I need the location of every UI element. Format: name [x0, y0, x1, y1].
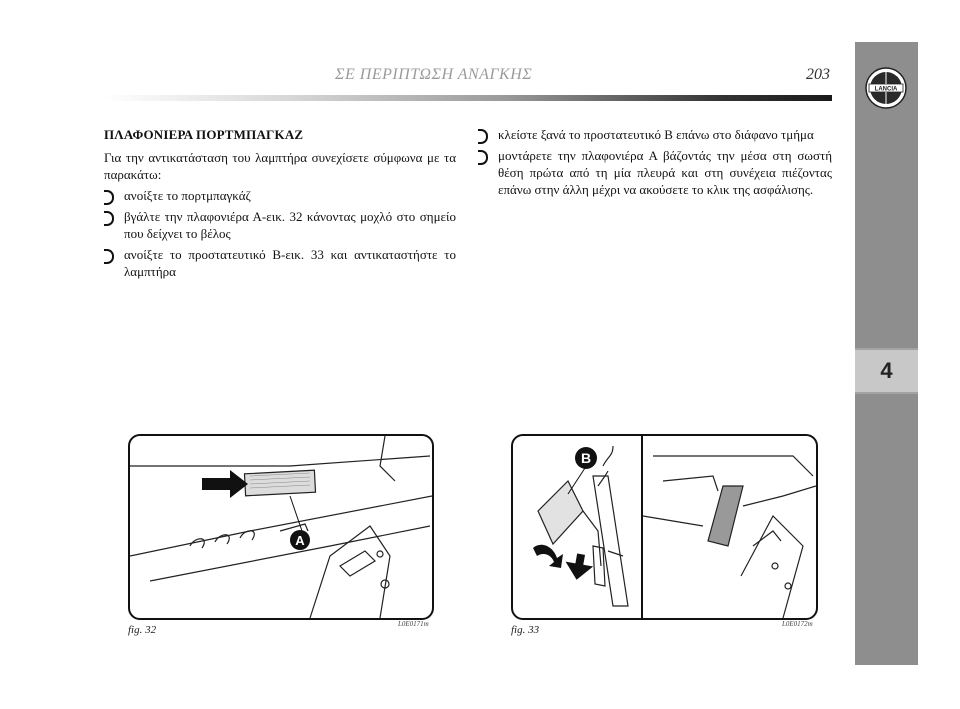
header-rule [104, 95, 832, 101]
bullet-icon [478, 129, 488, 144]
bullet-icon [478, 150, 488, 165]
chapter-tab-number[interactable]: 4 [855, 350, 918, 392]
callout-b-label: B [580, 450, 592, 466]
section-heading: ΠΛΑΦΟΝΙΕΡΑ ΠΟΡΤΜΠΑΓΚΑΖ [104, 127, 304, 142]
list-item-text: βγάλτε την πλαφονιέρα Α-εικ. 32 κάνοντας μοχλό στο σημείο που δείχνει το βέλος [124, 209, 456, 241]
figure-33-illustration [511, 434, 818, 620]
logo-text: LANCIA [874, 86, 898, 93]
list-item [104, 187, 456, 204]
page-number: 203 [806, 66, 830, 83]
bullet-icon [104, 211, 114, 226]
left-text-column [104, 126, 456, 284]
callout-a-label: A [295, 533, 305, 548]
trunk-light-drawing [130, 436, 432, 618]
figure-32-caption: fig. 32 [128, 624, 157, 636]
figure-32-illustration [128, 434, 434, 620]
bullet-icon [104, 190, 114, 205]
list-item [104, 246, 456, 280]
list-item [104, 208, 456, 242]
left-bullet-list [104, 187, 456, 280]
figure-32-code: L0E0171m [398, 620, 429, 628]
intro-paragraph: Για την αντικατάσταση του λαμπτήρα συνεχίσετε σύμφωνα με τα παρακάτω: [104, 150, 456, 182]
bullet-icon [104, 249, 114, 264]
right-bullet-list [478, 126, 832, 198]
list-item-text: μοντάρετε την πλαφονιέρα Α βάζοντάς την μέσα στη σωστή θέση πρώτα από τη μία πλευρά και στη συνέχεια πιέζοντας επάνω στην άλλη μέχρι να ακούσετε το κλικ της ασφάλισης. [498, 148, 832, 197]
list-item-text: κλείστε ξανά το προστατευτικό Β επάνω στο διάφανο τμήμα [498, 127, 814, 142]
right-text-column [478, 126, 832, 202]
list-item [478, 147, 832, 198]
rotate-arrow-icon [533, 545, 563, 568]
list-item-text: ανοίξτε το πορτμπαγκάζ [124, 188, 251, 203]
lancia-logo [864, 66, 908, 110]
arrow-icon [202, 470, 248, 498]
lamp-cover-drawing [513, 436, 816, 618]
list-item-text: ανοίξτε το προστατευτικό Β-εικ. 33 και αντικαταστήστε το λαμπτήρα [124, 247, 456, 279]
down-arrow-icon [563, 552, 595, 582]
figure-33-caption: fig. 33 [511, 624, 540, 636]
list-item [478, 126, 832, 143]
sidebar-bottom-block [855, 394, 918, 665]
figure-33-code: L0E0172m [782, 620, 813, 628]
running-header-title: ΣΕ ΠΕΡΙΠΤΩΣΗ ΑΝΑΓΚΗΣ [335, 66, 533, 83]
figure-33-divider [641, 436, 643, 618]
